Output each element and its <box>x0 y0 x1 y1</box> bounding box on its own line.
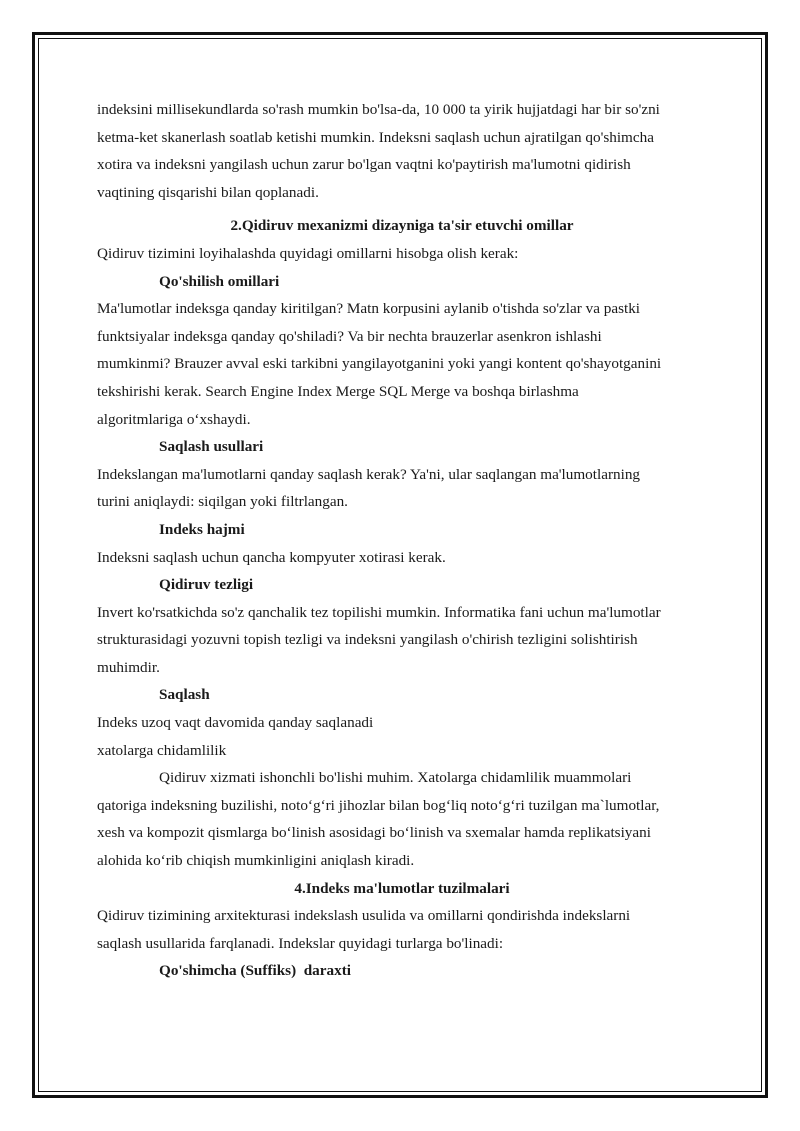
subheading-suffix-tree: Qo'shimcha (Suffiks) daraxti <box>159 962 351 980</box>
section-heading-4: 4.Indeks ma'lumotlar tuzilmalari <box>294 879 510 897</box>
text-line: Indekslangan ma'lumotlarni qanday saqlash kerak? Ya'ni, ular saqlangan ma'lumotlarning <box>97 465 641 483</box>
paragraph-intro <box>97 96 707 206</box>
text-storage-line-1: Indeks uzoq vaqt davomida qanday saqlanadi <box>97 714 374 732</box>
paragraph-index-size: Indeksni saqlash uchun qancha kompyuter xotirasi kerak. <box>97 548 446 566</box>
text-line: strukturasidagi yozuvni topish tezligi va indeksni yangilash o'chirish tezligini solishtirish <box>97 631 638 649</box>
document-body <box>97 96 707 985</box>
text-storage-line-2: xatolarga chidamlilik <box>97 741 227 759</box>
text-line: funktsiyalar indeksga qanday qo'shiladi? Va bir nechta brauzerlar asenkron ishlashi <box>97 327 602 345</box>
text-line: mumkinmi? Brauzer avval eski tarkibni yangilayotganini yoki yangi kontent qo'shayotganini <box>97 355 662 373</box>
text-line: xotira va indeksni yangilash uchun zarur bo'lgan vaqtni ko'paytirish ma'lumotni qidirish <box>97 156 631 174</box>
paragraph-architecture <box>97 902 707 957</box>
text-line: Qidiruv xizmati ishonchli bo'lishi muhim. Xatolarga chidamlilik muammolari <box>159 769 632 787</box>
text-line: algoritmlariga o‘xshaydi. <box>97 410 251 428</box>
subheading-storage-methods: Saqlash usullari <box>159 438 264 456</box>
text-line: xesh va kompozit qismlarga bo‘linish asosidagi bo‘linish va sxemalar hamda replikatsiyani <box>97 824 651 842</box>
paragraph-search-speed <box>97 599 707 682</box>
text-line: Qidiruv tizimining arxitekturasi indekslash usulida va omillarni qondirishda indekslarni <box>97 907 631 925</box>
paragraph-factors-intro: Qidiruv tizimini loyihalashda quyidagi omillarni hisobga olish kerak: <box>97 244 519 262</box>
text-line: tekshirishi kerak. Search Engine Index Merge SQL Merge va boshqa birlashma <box>97 382 579 400</box>
paragraph-storage-methods <box>97 461 707 516</box>
text-line: vaqtining qisqarishi bilan qoplanadi. <box>97 183 319 201</box>
text-line: muhimdir. <box>97 658 160 676</box>
text-line: turini aniqlaydi: siqilgan yoki filtrlangan. <box>97 493 348 511</box>
subheading-storage: Saqlash <box>159 686 210 704</box>
text-line: alohida ko‘rib chiqish mumkinligini aniqlash kiradi. <box>97 852 415 870</box>
text-line: qatoriga indeksning buzilishi, noto‘g‘ri jihozlar bilan bog‘liq noto‘g‘ri tuzilgan ma`lumotlar, <box>97 796 660 814</box>
text-line: saqlash usullarida farqlanadi. Indekslar quyidagi turlarga bo'linadi: <box>97 934 504 952</box>
paragraph-merge-factors <box>97 295 707 433</box>
text-line: indeksini millisekundlarda so'rash mumkin bo'lsa-da, 10 000 ta yirik hujjatdagi har bir so'zni <box>97 101 660 118</box>
subheading-index-size: Indeks hajmi <box>159 520 245 538</box>
text-line: Invert ko'rsatkichda so'z qanchalik tez topilishi mumkin. Informatika fani uchun ma'lumotlar <box>97 603 661 621</box>
paragraph-fault-tolerance <box>97 764 707 874</box>
text-line: ketma-ket skanerlash soatlab ketishi mumkin. Indeksni saqlash uchun ajratilgan qo'shimcha <box>97 128 654 146</box>
subheading-merge-factors: Qo'shilish omillari <box>159 272 280 290</box>
text-line: Ma'lumotlar indeksga qanday kiritilgan? Matn korpusini aylanib o'tishda so'zlar va pastki <box>97 300 641 318</box>
subheading-search-speed: Qidiruv tezligi <box>159 576 254 594</box>
section-heading-2: 2.Qidiruv mexanizmi dizayniga ta'sir etuvchi omillar <box>230 217 574 235</box>
